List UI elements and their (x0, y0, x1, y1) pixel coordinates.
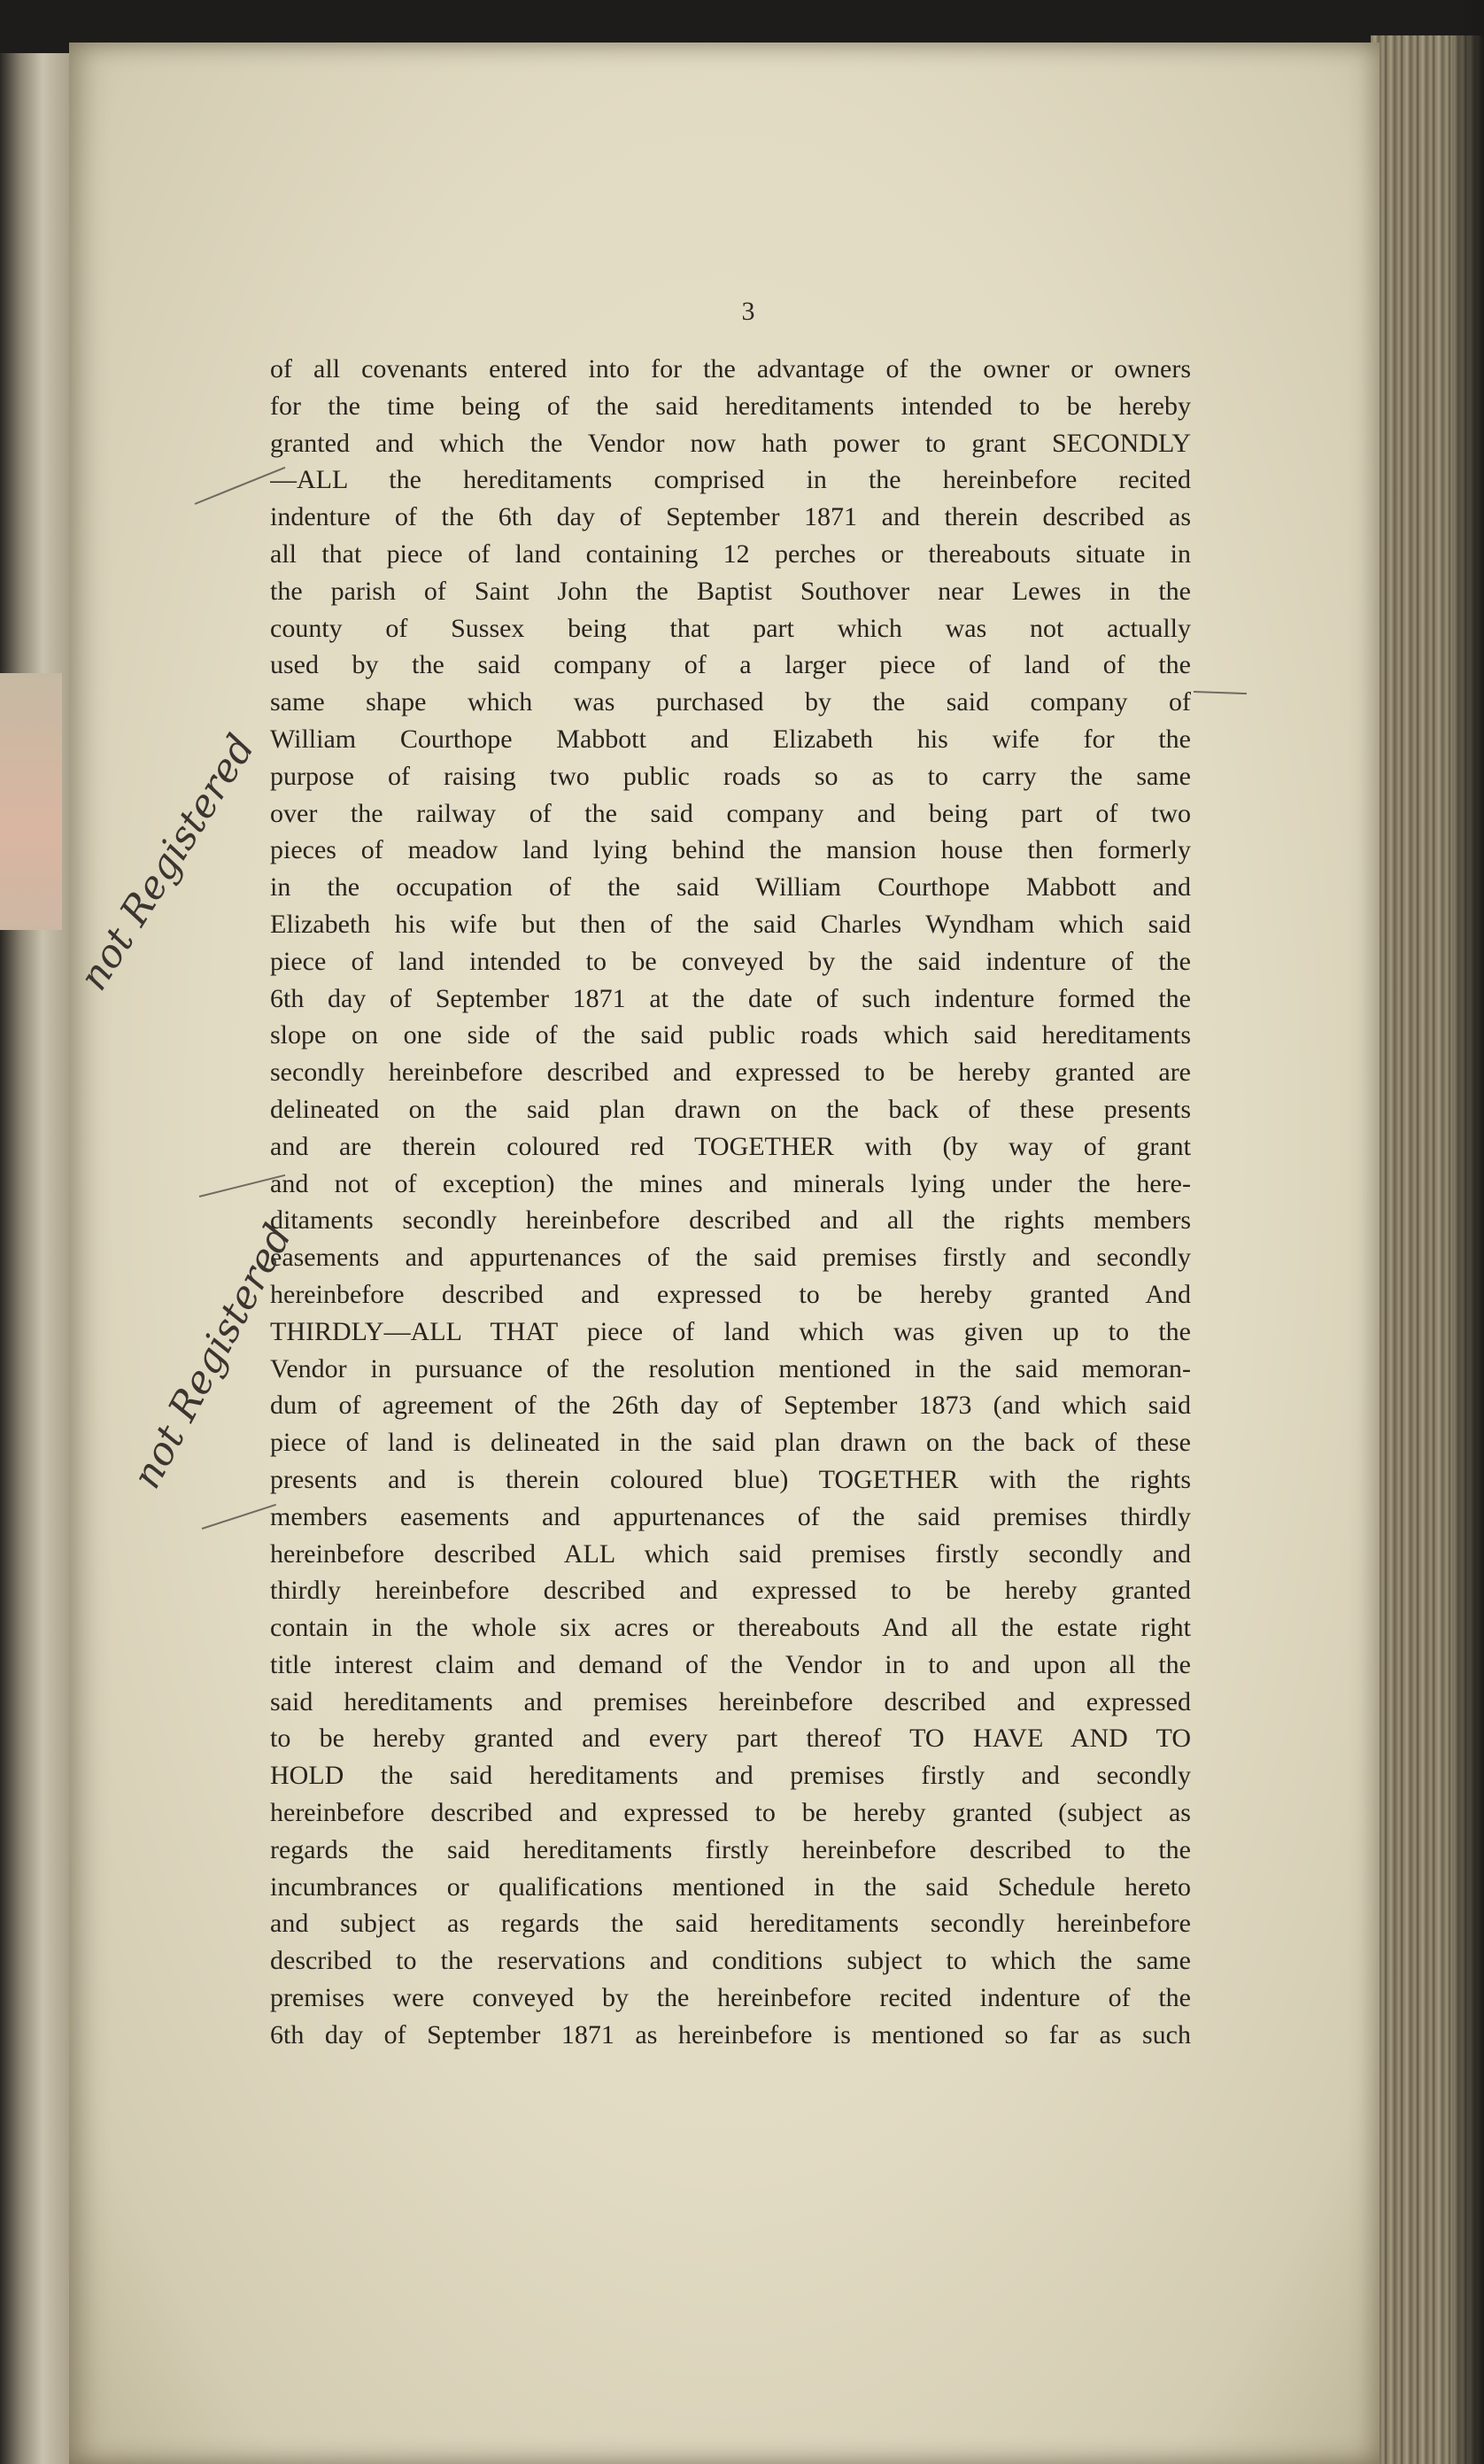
left-page-tab (0, 673, 62, 930)
text-line: presents and is therein coloured blue) TOGETHER with the rights (270, 1464, 1191, 1494)
text-line: piece of land intended to be conveyed by the said indenture of the (270, 946, 1191, 976)
text-line: and are therein coloured red TOGETHER with (by way of grant (270, 1131, 1191, 1161)
text-line: members easements and appurtenances of the said premises thirdly (270, 1501, 1191, 1531)
text-line: used by the said company of a larger piece of land of the (270, 650, 1191, 680)
text-line: premises were conveyed by the hereinbefore recited indenture of the (270, 1983, 1191, 2013)
margin-note-not-registered: not Registered (71, 726, 264, 999)
page-number: 3 (741, 297, 755, 326)
text-line: hereinbefore described and expressed to be hereby granted And (270, 1279, 1191, 1309)
text-line: ditaments secondly hereinbefore described and all the rights members (270, 1205, 1191, 1236)
text-line: of all covenants entered into for the advantage of the owner or owners (270, 354, 1191, 384)
text-line: piece of land is delineated in the said plan drawn on the back of these (270, 1428, 1191, 1458)
left-page-edges (0, 53, 71, 2464)
text-line: secondly hereinbefore described and expressed to be hereby granted are (270, 1058, 1191, 1088)
text-line: to be hereby granted and every part thereof TO HAVE AND TO (270, 1724, 1191, 1754)
margin-note-not-registered: not Registered (124, 1217, 301, 1496)
text-line: 6th day of September 1871 at the date of such indenture formed the (270, 983, 1191, 1013)
text-line: hereinbefore described ALL which said premises firstly secondly and (270, 1538, 1191, 1569)
text-line: easements and appurtenances of the said premises firstly and secondly (270, 1243, 1191, 1273)
text-line: regards the said hereditaments firstly hereinbefore described to the (270, 1834, 1191, 1864)
text-line: in the occupation of the said William Courthope Mabbott and (270, 872, 1191, 903)
text-line: title interest claim and demand of the Vendor in to and upon all the (270, 1649, 1191, 1679)
text-line: contain in the whole six acres or thereabouts And all the estate right (270, 1613, 1191, 1643)
text-line: purpose of raising two public roads so as to carry the same (270, 761, 1191, 791)
text-line: county of Sussex being that part which was not actually (270, 613, 1191, 643)
text-line: slope on one side of the said public roads which said hereditaments (270, 1020, 1191, 1050)
text-line: HOLD the said hereditaments and premises firstly and secondly (270, 1761, 1191, 1791)
text-line: said hereditaments and premises hereinbefore described and expressed (270, 1686, 1191, 1716)
text-line: hereinbefore described and expressed to be hereby granted (subject as (270, 1798, 1191, 1828)
text-line: THIRDLY—ALL THAT piece of land which was given up to the (270, 1316, 1191, 1346)
text-line: incumbrances or qualifications mentioned in the said Schedule hereto (270, 1871, 1191, 1902)
text-line: pieces of meadow land lying behind the mansion house then formerly (270, 835, 1191, 865)
text-line: Elizabeth his wife but then of the said Charles Wyndham which said (270, 909, 1191, 939)
document-body-text (270, 351, 1191, 2054)
text-line: thirdly hereinbefore described and expressed to be hereby granted (270, 1576, 1191, 1606)
text-line: Vendor in pursuance of the resolution mentioned in the said memoran- (270, 1353, 1191, 1383)
text-line: 6th day of September 1871 as hereinbefore is mentioned so far as such (270, 2019, 1191, 2049)
text-line: indenture of the 6th day of September 1871 and therein described as (270, 502, 1191, 532)
text-line: and not of exception) the mines and minerals lying under the here- (270, 1168, 1191, 1198)
text-line: delineated on the said plan drawn on the back of these presents (270, 1094, 1191, 1124)
book-edge-shadow (1452, 0, 1484, 2464)
text-line: same shape which was purchased by the said company of (270, 687, 1191, 717)
text-line: for the time being of the said hereditaments intended to be hereby (270, 391, 1191, 421)
text-line: dum of agreement of the 26th day of September 1873 (and which said (270, 1391, 1191, 1421)
text-line: over the railway of the said company and being part of two (270, 798, 1191, 828)
text-line: —ALL the hereditaments comprised in the hereinbefore recited (270, 465, 1191, 495)
text-line: the parish of Saint John the Baptist Southover near Lewes in the (270, 576, 1191, 606)
text-line: William Courthope Mabbott and Elizabeth his wife for the (270, 724, 1191, 754)
text-line: granted and which the Vendor now hath power to grant SECONDLY (270, 428, 1191, 458)
text-line: described to the reservations and conditions subject to which the same (270, 1946, 1191, 1976)
text-line: and subject as regards the said hereditaments secondly hereinbefore (270, 1909, 1191, 1939)
text-line: all that piece of land containing 12 perches or thereabouts situate in (270, 539, 1191, 569)
